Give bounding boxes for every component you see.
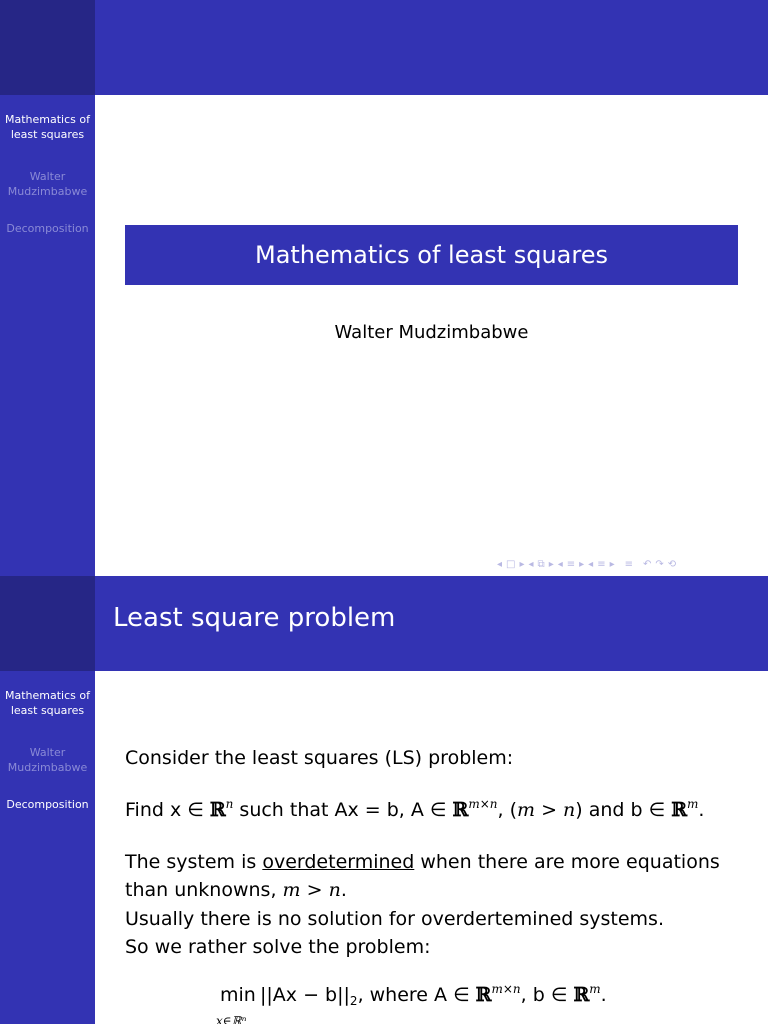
text: than unknowns, xyxy=(125,879,283,901)
unknowns-text: than unknowns, m > n. xyxy=(125,879,347,901)
nav-back-icon[interactable]: ↶ xyxy=(643,558,652,570)
text: when there are more equations xyxy=(414,851,720,873)
nav-prev-document-icon[interactable]: ◂ xyxy=(588,558,594,570)
slide-header xyxy=(0,0,768,95)
header-corner xyxy=(0,576,95,671)
nav-subsection-icon[interactable]: ⧉ xyxy=(537,558,545,570)
nav-prev-subsection-icon[interactable]: ◂ xyxy=(528,558,534,570)
text: The system is xyxy=(125,851,263,873)
minimization-equation xyxy=(216,981,760,1024)
nav-next-frame-icon[interactable]: ▸ xyxy=(519,558,525,570)
text: , where A ∈ xyxy=(357,984,476,1006)
reals-symbol: ℝ xyxy=(475,984,492,1006)
rather-solve-text: So we rather solve the problem: xyxy=(125,936,431,958)
nav-section-icon[interactable]: ≡ xyxy=(566,558,576,570)
sidebar xyxy=(0,671,95,1024)
intro-text: Consider the least squares (LS) problem: xyxy=(125,747,514,769)
header-corner xyxy=(0,0,95,95)
nav-prev-section-icon[interactable]: ◂ xyxy=(557,558,563,570)
text: , b ∈ xyxy=(520,984,574,1006)
min-expression: $||Ax - b||_2$, where A ∈ ℝ$^{m\times n}$, b ∈ ℝ$^m$. xyxy=(260,982,607,1008)
sidebar-section-decomposition[interactable]: Decomposition xyxy=(6,798,89,811)
text: such that Ax = b, A ∈ xyxy=(233,799,453,821)
reals-symbol: ℝ xyxy=(209,799,226,821)
nav-document-icon[interactable]: ≡ xyxy=(597,558,606,570)
overdetermined-term: overdetermined xyxy=(262,851,415,873)
sidebar-title[interactable]: Mathematics of least squares xyxy=(5,689,90,717)
presentation-author: Walter Mudzimbabwe xyxy=(334,322,529,343)
text: ) and b ∈ xyxy=(575,799,672,821)
text: . xyxy=(698,799,705,821)
nav-next-subsection-icon[interactable]: ▸ xyxy=(548,558,554,570)
sidebar-section-decomposition[interactable]: Decomposition xyxy=(6,222,89,235)
navigation-bar xyxy=(497,557,676,571)
nav-search-icon[interactable]: ⟲ xyxy=(667,558,677,570)
nav-next-section-icon[interactable]: ▸ xyxy=(579,558,585,570)
frame-title: Least square problem xyxy=(113,603,396,633)
text: Find x ∈ xyxy=(125,799,210,821)
norm-expression: ||Ax − b|| xyxy=(260,984,350,1006)
reals-symbol: ℝ xyxy=(671,799,688,821)
text: , ( xyxy=(497,799,517,821)
text: . xyxy=(600,984,607,1006)
nav-prev-frame-icon[interactable]: ◂ xyxy=(497,558,503,570)
overdetermined-text xyxy=(125,848,720,876)
sidebar-author[interactable]: Walter Mudzimbabwe xyxy=(7,170,88,198)
reals-symbol: ℝ xyxy=(452,799,469,821)
nav-outline-icon[interactable]: ≡ xyxy=(624,558,634,570)
reals-symbol: ℝ xyxy=(573,984,590,1006)
problem-statement: Find x ∈ ℝ$^n$ such that Ax = b, A ∈ ℝ$^{m\times n}$, (m > n) and b ∈ ℝ$^m$. xyxy=(125,797,705,821)
sidebar-title[interactable]: Mathematics of least squares xyxy=(5,113,90,141)
nav-forward-icon[interactable]: ↷ xyxy=(655,558,664,570)
sidebar xyxy=(0,95,95,576)
presentation-title: Mathematics of least squares xyxy=(125,225,738,285)
sidebar-author[interactable]: Walter Mudzimbabwe xyxy=(7,746,88,774)
min-operator: min xyxy=(220,984,256,1006)
nav-frame-icon[interactable]: □ xyxy=(506,558,516,570)
nav-next-document-icon[interactable]: ▸ xyxy=(609,558,615,570)
least-square-slide xyxy=(0,576,768,1024)
no-solution-text: Usually there is no solution for overdertemined systems. xyxy=(125,908,664,930)
min-subscript: x∈ℝⁿ xyxy=(216,1014,247,1024)
slide-header xyxy=(0,576,768,671)
